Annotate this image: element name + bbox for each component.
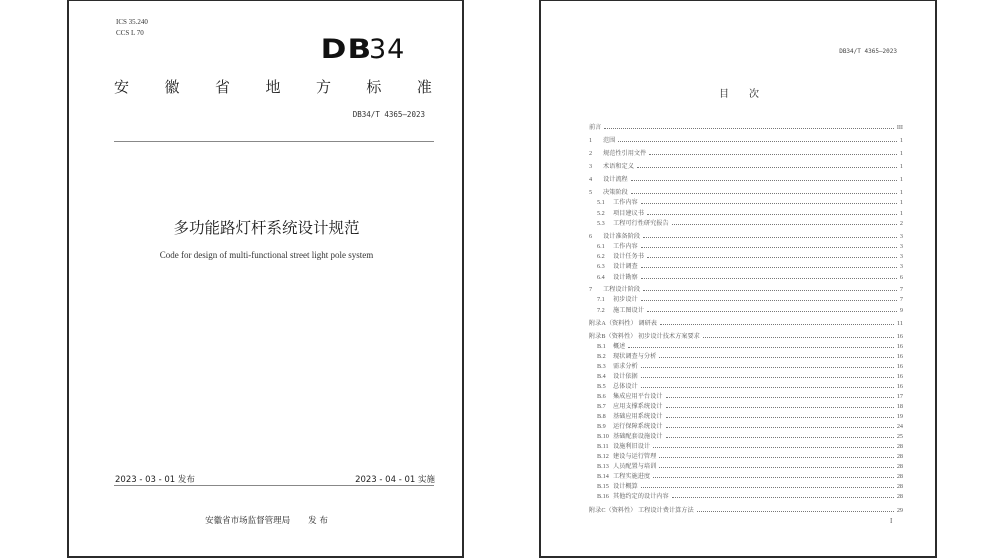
bottom-divider	[114, 485, 434, 486]
toc-leader-dots	[703, 337, 894, 338]
release-date: 2023 - 03 - 01 发布	[115, 475, 195, 485]
toc-leader-dots	[641, 300, 897, 301]
toc-entry-number: 6.1	[597, 243, 605, 250]
toc-entry-page: 28	[896, 483, 903, 490]
toc-entry-number: 6.3	[597, 263, 605, 270]
toc-leader-dots	[660, 324, 894, 325]
toc-entry-page: III	[896, 124, 903, 131]
toc-leader-dots	[672, 497, 894, 498]
toc-leader-dots	[641, 278, 897, 279]
toc-entry-page: 28	[896, 443, 903, 450]
toc-entry-page: 7	[899, 286, 903, 293]
toc-entry[interactable]	[597, 350, 903, 360]
toc-entry-page: 16	[896, 353, 903, 360]
toc-entry-label: 项目建议书	[613, 210, 644, 217]
toc-entry-page: 18	[896, 403, 903, 410]
toc-entry[interactable]	[597, 240, 903, 250]
toc-leader-dots	[641, 203, 897, 204]
toc-leader-dots	[659, 467, 894, 468]
toc-leader-dots	[653, 447, 894, 448]
toc-entry-number: B.1	[597, 343, 606, 350]
toc-leader-dots	[637, 167, 897, 168]
toc-entry-number: B.15	[597, 483, 609, 490]
toc-entry[interactable]	[597, 380, 903, 390]
toc-entry[interactable]	[589, 160, 903, 170]
toc-entry-number: 6.2	[597, 253, 605, 260]
toc-header-code: DB34/T 4365—2023	[839, 48, 897, 55]
toc-entry[interactable]	[589, 283, 903, 293]
toc-entry[interactable]	[597, 304, 903, 314]
toc-entry-label: 工作内容	[613, 199, 638, 206]
toc-entry-page: 1	[899, 210, 903, 217]
toc-entry-label: 工程实施进度	[613, 473, 651, 480]
standard-type-char: 准	[416, 78, 432, 96]
toc-entry-label: 运行保障系统设计	[613, 423, 663, 430]
toc-entry-page: 1	[899, 150, 903, 157]
toc-entry-label: 规范性引用文件	[603, 150, 647, 157]
toc-entry-number: 5.1	[597, 199, 605, 206]
toc-entry[interactable]	[597, 196, 903, 206]
toc-leader-dots	[653, 477, 894, 478]
toc-entry-number: 5	[589, 189, 593, 196]
toc-entry-page: 1	[899, 199, 903, 206]
toc-leader-dots	[643, 237, 897, 238]
standard-type-title	[114, 76, 432, 97]
toc-entry[interactable]	[597, 470, 903, 480]
toc-entry-label: 设计准备阶段	[603, 233, 641, 240]
toc-entry[interactable]	[589, 317, 903, 327]
toc-entry-page: 19	[896, 413, 903, 420]
toc-entry-number: B.5	[597, 383, 606, 390]
toc-entry-label: 设计依据	[613, 373, 638, 380]
ccs-code: CCS L 70	[116, 29, 144, 37]
toc-entry[interactable]	[589, 330, 903, 340]
toc-entry-page: 2	[899, 220, 903, 227]
toc-leader-dots	[647, 257, 897, 258]
toc-entry-page: 1	[899, 176, 903, 183]
toc-entry-page: 9	[899, 307, 903, 314]
toc-entry-page: 3	[899, 233, 903, 240]
toc-heading-char: 目	[719, 89, 729, 100]
toc-leader-dots	[631, 193, 897, 194]
toc-leader-dots	[631, 180, 897, 181]
toc-entry[interactable]	[597, 450, 903, 460]
toc-leader-dots	[641, 367, 894, 368]
toc-entry-label: 基础配套设施设计	[613, 433, 663, 440]
effective-date: 2023 - 04 - 01 实施	[355, 475, 435, 485]
toc-entry-label: 基础应用系统设计	[613, 413, 663, 420]
toc-entry[interactable]	[589, 504, 903, 514]
toc-entry-number: B.11	[597, 443, 609, 450]
toc-leader-dots	[618, 141, 897, 142]
toc-leader-dots	[641, 387, 894, 388]
toc-entry[interactable]	[589, 186, 903, 196]
toc-entry[interactable]	[597, 260, 903, 270]
toc-entry[interactable]	[597, 460, 903, 470]
toc-entry[interactable]	[597, 400, 903, 410]
toc-entry-number: B.16	[597, 493, 609, 500]
toc-entry-label: 附录A（资料性） 调研表	[589, 320, 657, 327]
toc-entry-page: 3	[899, 253, 903, 260]
toc-entry-label: 人员配置与培训	[613, 463, 657, 470]
toc-leader-dots	[659, 357, 894, 358]
standard-code: DB34/T 4365—2023	[352, 110, 425, 119]
toc-leader-dots	[643, 290, 897, 291]
toc-entry-label: 工程设计阶段	[603, 286, 641, 293]
toc-entry-label: 应用支撑系统设计	[613, 403, 663, 410]
toc-entry[interactable]	[597, 440, 903, 450]
toc-leader-dots	[647, 311, 897, 312]
toc-entry[interactable]	[597, 430, 903, 440]
toc-entry-number: B.7	[597, 403, 606, 410]
toc-entry-number: 3	[589, 163, 593, 170]
toc-entry-page: 28	[896, 473, 903, 480]
toc-leader-dots	[666, 397, 894, 398]
toc-entry-label: 需求分析	[613, 363, 638, 370]
toc-entry[interactable]	[597, 370, 903, 380]
toc-entry-label: 其他约定的设计内容	[613, 493, 669, 500]
toc-entry-label: 设施利旧设计	[613, 443, 651, 450]
toc-entry[interactable]	[597, 410, 903, 420]
toc-entry[interactable]	[597, 480, 903, 490]
toc-entry[interactable]	[589, 230, 903, 240]
cover-page	[67, 0, 464, 558]
publisher-name: 安徽省市场监督管理局	[205, 516, 291, 526]
toc-entry-number: B.2	[597, 353, 606, 360]
publisher-line	[69, 514, 464, 526]
toc-entry[interactable]	[589, 147, 903, 157]
toc-entry-page: 29	[896, 507, 903, 514]
toc-leader-dots	[666, 437, 894, 438]
toc-entry-page: 16	[896, 333, 903, 340]
standard-type-char: 安	[114, 78, 130, 96]
standard-type-char: 徽	[164, 78, 180, 96]
toc-entry-number: B.14	[597, 473, 609, 480]
toc-entry-number: 2	[589, 150, 593, 157]
toc-entry-number: B.9	[597, 423, 606, 430]
toc-entry-page: 28	[896, 453, 903, 460]
page-number: I	[890, 517, 893, 525]
toc-entry-label: 设计概算	[613, 483, 638, 490]
toc-leader-dots	[641, 487, 894, 488]
toc-entry-number: 1	[589, 137, 593, 144]
toc-leader-dots	[666, 417, 894, 418]
toc-leader-dots	[666, 427, 894, 428]
top-divider	[114, 141, 434, 142]
toc-entry-number: 7.2	[597, 307, 605, 314]
toc-entry-label: 总体设计	[613, 383, 638, 390]
toc-leader-dots	[641, 377, 894, 378]
document-title-en: Code for design of multi-functional street light pole system	[159, 250, 374, 260]
toc-entry-page: 3	[899, 243, 903, 250]
toc-entry-page: 1	[899, 137, 903, 144]
toc-leader-dots	[641, 267, 897, 268]
toc-entry-page: 16	[896, 383, 903, 390]
toc-entry[interactable]	[597, 390, 903, 400]
toc-entry-page: 7	[899, 296, 903, 303]
standard-type-char: 省	[214, 78, 230, 96]
toc-entry-number: B.3	[597, 363, 606, 370]
toc-leader-dots	[647, 214, 897, 215]
toc-entry-number: B.6	[597, 393, 606, 400]
logo-letters: DB	[320, 34, 373, 65]
toc-entry-number: 5.3	[597, 220, 605, 227]
logo-number: 34	[369, 34, 406, 65]
toc-entry-number: B.4	[597, 373, 606, 380]
toc-entry-label: 设计调查	[613, 263, 638, 270]
toc-entry-label: 设计勘察	[613, 274, 638, 281]
ics-code: ICS 35.240	[116, 18, 148, 26]
toc-entry-label: 现状调查与分析	[613, 353, 657, 360]
toc-entry[interactable]	[597, 340, 903, 350]
toc-entry-page: 16	[896, 363, 903, 370]
toc-entry-label: 集成应用平台设计	[613, 393, 663, 400]
toc-entry-page: 16	[896, 343, 903, 350]
document-title-cn: 多功能路灯杆系统设计规范	[173, 219, 360, 237]
toc-entry[interactable]	[597, 207, 903, 217]
toc-entry[interactable]	[597, 360, 903, 370]
toc-entry-page: 28	[896, 493, 903, 500]
toc-entry-number: 6.4	[597, 274, 605, 281]
toc-entry-number: 7	[589, 286, 593, 293]
toc-entry-page: 28	[896, 463, 903, 470]
toc-entry-number: 4	[589, 176, 593, 183]
toc-entry-label: 设计流程	[603, 176, 628, 183]
toc-page	[539, 0, 937, 558]
toc-entry-label: 附录C（资料性） 工程设计费计算方法	[589, 507, 694, 514]
db34-logo	[320, 34, 406, 65]
standard-type-char: 方	[315, 78, 331, 96]
toc-entry-number: 7.1	[597, 296, 605, 303]
toc-entry-label: 附录B（资料性） 初步设计技术方案要求	[589, 333, 700, 340]
toc-entry-label: 施工图设计	[613, 307, 644, 314]
toc-entry-label: 设计任务书	[613, 253, 644, 260]
toc-entry-number: 5.2	[597, 210, 605, 217]
toc-leader-dots	[628, 347, 893, 348]
toc-entry-label: 前言	[589, 124, 602, 131]
toc-leader-dots	[697, 511, 894, 512]
toc-leader-dots	[659, 457, 894, 458]
standard-type-char: 地	[265, 78, 281, 96]
toc-entry-number: B.8	[597, 413, 606, 420]
toc-entry-label: 初步设计	[613, 296, 638, 303]
toc-heading	[541, 85, 937, 100]
toc-leader-dots	[649, 154, 897, 155]
toc-entry-page: 16	[896, 373, 903, 380]
toc-entry[interactable]	[597, 271, 903, 281]
toc-entry-label: 工作内容	[613, 243, 638, 250]
toc-entry-page: 6	[899, 274, 903, 281]
toc-entry-label: 建设与运行管理	[613, 453, 657, 460]
toc-entry-label: 范围	[603, 137, 616, 144]
toc-heading-char: 次	[749, 89, 759, 100]
toc-entry-page: 24	[896, 423, 903, 430]
toc-entry-label: 术语和定义	[603, 163, 634, 170]
toc-entry[interactable]	[597, 217, 903, 227]
toc-entry-label: 概述	[613, 343, 626, 350]
toc-entry[interactable]	[589, 121, 903, 131]
toc-entry-number: B.10	[597, 433, 609, 440]
toc-entry[interactable]	[597, 420, 903, 430]
toc-entry[interactable]	[597, 250, 903, 260]
toc-entry-page: 25	[896, 433, 903, 440]
standard-type-char: 标	[366, 78, 382, 96]
toc-entry-number: B.12	[597, 453, 609, 460]
toc-entry-page: 1	[899, 163, 903, 170]
toc-entry[interactable]	[589, 173, 903, 183]
toc-entry-page: 17	[896, 393, 903, 400]
toc-entry-page: 3	[899, 263, 903, 270]
toc-entry-number: B.13	[597, 463, 609, 470]
toc-entry[interactable]	[597, 490, 903, 500]
toc-entry-page: 1	[899, 189, 903, 196]
toc-entry[interactable]	[597, 293, 903, 303]
publish-action: 发 布	[308, 516, 328, 526]
toc-entry-number: 6	[589, 233, 593, 240]
toc-leader-dots	[666, 407, 894, 408]
toc-entry-label: 工程可行性研究报告	[613, 220, 669, 227]
toc-leader-dots	[672, 224, 897, 225]
toc-entry[interactable]	[589, 134, 903, 144]
toc-leader-dots	[604, 128, 893, 129]
toc-entry-label: 决策阶段	[603, 189, 628, 196]
toc-leader-dots	[641, 247, 897, 248]
toc-entry-page: 11	[897, 320, 903, 327]
